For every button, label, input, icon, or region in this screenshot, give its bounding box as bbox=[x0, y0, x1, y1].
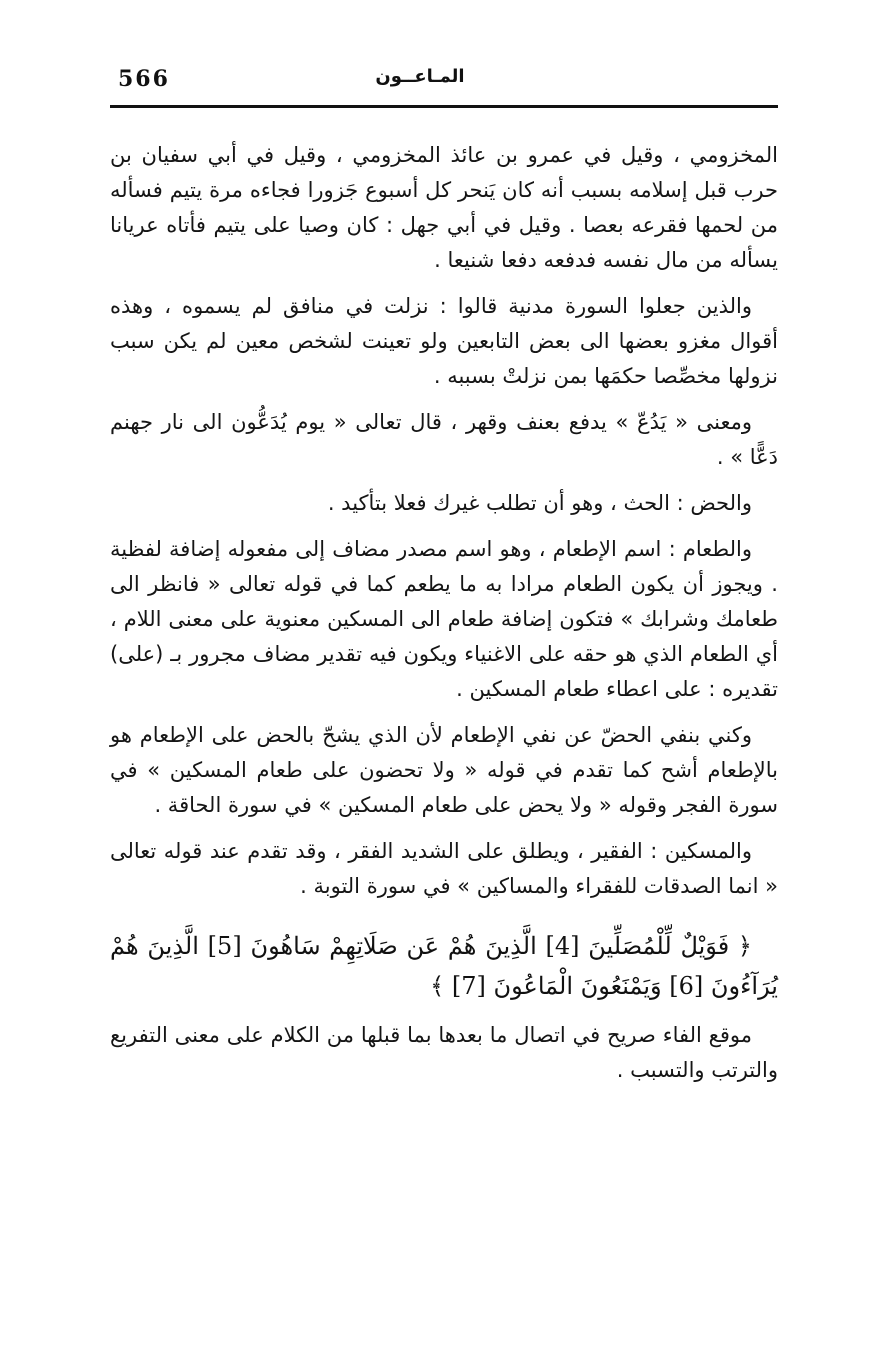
paragraph-1: المخزومي ، وقيل في عمرو بن عائذ المخزومي ، وقيل في أبي سفيان بن حرب قبل إسلامه بسبب أنه كان يَنحر كل أسبوع جَزورا فجاءه مرة يتيم فسأله من لحمها فقرعه بعصا . وقيل في أبي جهل : كان وصيا على يتيم فأتاه عريانا يسأله من مال نفسه فدفعه دفعا شنيعا . bbox=[110, 143, 778, 272]
page-number: 566 bbox=[118, 66, 170, 92]
paragraph-5: والطعام : اسم الإطعام ، وهو اسم مصدر مضاف إلى مفعوله إضافة لفظية . ويجوز أن يكون الطعام مرادا به ما يطعم كما في قوله تعالى « فانظر الى طعامك وشرابك » فتكون إضافة طعام الى المسكين معنوية على معنى اللام ، أي الطعام الذي هو حقه على الاغنياء ويكون فيه تقدير مضاف مجرور بـ (على) تقديره : على اعطاء طعام المسكين . bbox=[110, 537, 778, 701]
paragraph-4: والحض : الحث ، وهو أن تطلب غيرك فعلا بتأكيد . bbox=[327, 491, 752, 515]
paragraph-3: ومعنى « يَدُعّ » يدفع بعنف وقهر ، قال تعالى « يوم يُدَعُّون الى نار جهنم دَعًّا » . bbox=[110, 410, 778, 469]
paragraph-2: والذين جعلوا السورة مدنية قالوا : نزلت في منافق لم يسموه ، وهذه أقوال مغزو بعضها الى بعض التابعين ولو تعينت لشخص معين لم يكن سبب نزولها مخصِّصا حكمَها بمن نزلتْ بسببه . bbox=[110, 294, 778, 388]
page-header bbox=[110, 62, 778, 104]
running-title: المـاعــون bbox=[375, 66, 465, 87]
paragraph-7: والمسكين : الفقير ، ويطلق على الشديد الفقر ، وقد تقدم عند قوله تعالى « انما الصدقات للفقراء والمساكين » في سورة التوبة . bbox=[110, 839, 778, 898]
page-body bbox=[110, 138, 778, 1099]
paragraph-6: وكني بنفي الحضّ عن نفي الإطعام لأن الذي يشحّ بالحض على الإطعام هو بالإطعام أشح كما تقدم في قوله « ولا تحضون على طعام المسكين » في سورة الفجر وقوله « ولا يحض على طعام المسكين » في سورة الحاقة . bbox=[110, 723, 778, 817]
closing-paragraph: موقع الفاء صريح في اتصال ما بعدها بما قبلها من الكلام على معنى التفريع والترتب والتسبب . bbox=[110, 1023, 778, 1082]
header-rule bbox=[110, 105, 778, 108]
quran-verse: ﴿ فَوَيْلٌ لِّلْمُصَلِّينَ [4] الَّذِينَ هُمْ عَن صَلَاتِهِمْ سَاهُونَ [5] الَّذِينَ هُمْ يُرَآءُونَ [6] وَيَمْنَعُونَ الْمَاعُونَ [7] ﴾ bbox=[110, 932, 778, 1000]
